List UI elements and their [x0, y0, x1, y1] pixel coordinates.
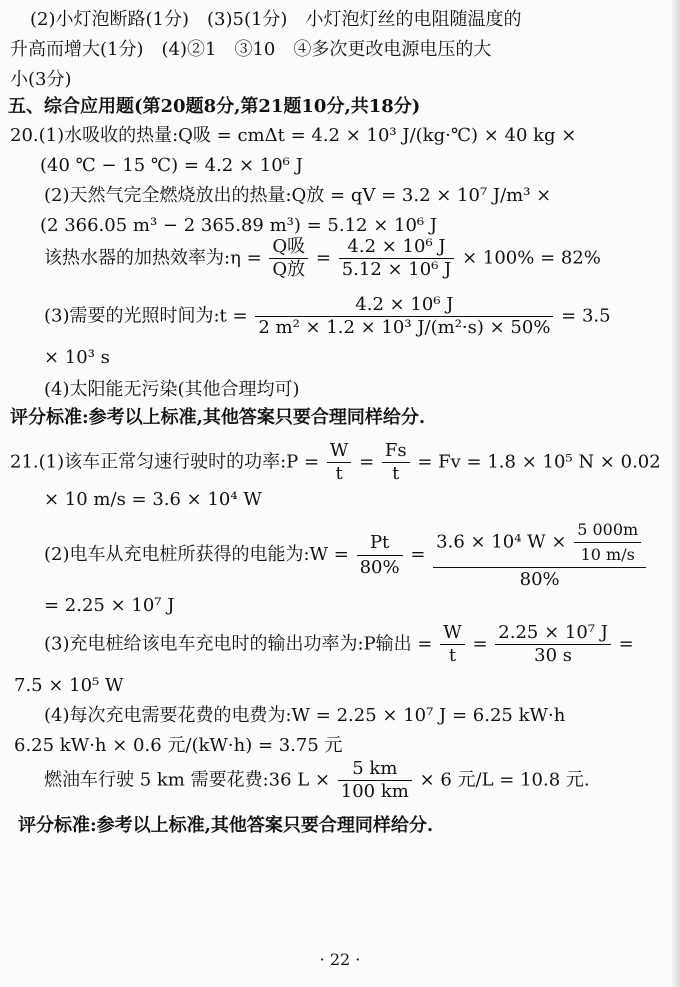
q20-part2-line1: (2)天然气完全燃烧放出的热量:Q放 = qV = 3.2 × 10⁷ J/m³ ×: [44, 185, 552, 206]
page-edge: [672, 0, 680, 987]
q21-part4-result: × 6 元/L = 10.8 元.: [419, 769, 590, 791]
q21-part1-line2: × 10 m/s = 3.6 × 10⁴ W: [44, 489, 262, 510]
q21-part1-result: = Fv = 1.8 × 10⁵ N × 0.02: [417, 451, 661, 473]
q20-part1-line2: (40 ℃ − 15 ℃) = 4.2 × 10⁶ J: [40, 155, 303, 176]
q21-part4-line2: 6.25 kW·h × 0.6 元/(kW·h) = 3.75 元: [14, 735, 343, 756]
fraction: [433, 518, 646, 592]
denominator: 100 km: [338, 780, 412, 803]
page-number: · 22 ·: [319, 950, 361, 969]
section-heading: 五、综合应用题(第20题8分,第21题10分,共18分): [8, 96, 421, 117]
denominator: 5.12 × 10⁶ J: [339, 258, 455, 281]
numerator: [433, 518, 646, 567]
numerator: Q吸: [272, 236, 306, 257]
grading-note-2: 评分标准:参考以上标准,其他答案只要合理同样给分.: [18, 815, 434, 836]
q20-efficiency-result: × 100% = 82%: [462, 247, 601, 269]
denominator: 80%: [357, 555, 403, 580]
q20-part4: (4)太阳能无污染(其他合理均可): [44, 379, 300, 400]
denominator: 80%: [433, 567, 646, 592]
fraction: [269, 236, 308, 281]
numerator: W: [329, 440, 349, 461]
q21-part3-line1: (3)充电桩给该电车充电时的输出功率为:P输出 = $\frac{W}{t}$ = $\frac{\text{2.25 × 10⁷ J}}{30 s}$ =: [44, 622, 634, 666]
denominator: 2 m² × 1.2 × 10³ J/(m²·s) × 50%: [255, 316, 553, 339]
q21-part4-label: 燃油车行驶 5 km 需要花费:36 L ×: [44, 769, 331, 791]
numerator: 2.25 × 10⁷ J: [498, 622, 608, 643]
numerator: 5 000m: [577, 520, 639, 539]
denominator: 10 m/s: [574, 542, 641, 567]
numerator: 4.2 × 10⁶ J: [355, 294, 454, 315]
fraction: [357, 531, 403, 580]
q21-part2-label: (2)电车从充电桩所获得的电能为:W =: [44, 544, 349, 565]
q20-part3-result: = 3.5: [561, 305, 611, 327]
q21-part3-label: (3)充电桩给该电车充电时的输出功率为:P输出 =: [44, 633, 433, 655]
q20-part2-line2: (2 366.05 m³ − 2 365.89 m³) = 5.12 × 10⁶ J: [40, 215, 438, 236]
q21-part4-line3: [44, 758, 590, 803]
answer-line-2: 升高而增大(1分) (4)②1 ③10 ④多次更改电源电压的大: [10, 39, 492, 60]
q20-part1-line1: 20.(1)水吸收的热量:Q吸 = cmΔt = 4.2 × 10³ J/(kg·℃) × 40 kg ×: [10, 125, 577, 146]
answer-line-3: 小(3分): [10, 69, 72, 90]
q20-efficiency-label: 该热水器的加热效率为:η =: [44, 247, 262, 269]
numerator: Pt: [369, 531, 390, 553]
q21-part1-line1: 21.(1)该车正常匀速行驶时的功率:P = $\frac{W}{t}$ = $\frac{Fs}{t}$ = Fv = 1.8 × 10⁵ N × 0.02: [10, 440, 661, 484]
fraction: [495, 622, 611, 667]
fraction: [327, 440, 352, 485]
q20-part3-line1: [44, 294, 611, 339]
grading-note-1: 评分标准:参考以上标准,其他答案只要合理同样给分.: [10, 407, 426, 428]
numerator: Fs: [384, 440, 407, 461]
numerator: W: [443, 622, 462, 643]
denominator: t: [440, 644, 465, 667]
fraction: [255, 294, 553, 339]
q21-part2-line2: = 2.25 × 10⁷ J: [44, 595, 175, 616]
q20-part3-label: (3)需要的光照时间为:t =: [44, 305, 248, 327]
fraction: [382, 440, 410, 485]
q20-part3-line2: × 10³ s: [44, 347, 110, 368]
fraction: [338, 758, 412, 803]
q21-part4-line1: (4)每次充电需要花费的电费为:W = 2.25 × 10⁷ J = 6.25 kW·h: [44, 705, 566, 726]
q21-part3-line2: 7.5 × 10⁵ W: [14, 675, 124, 696]
denominator: Q放: [269, 258, 308, 281]
answer-line-1: (2)小灯泡断路(1分) (3)5(1分) 小灯泡灯丝的电阻随温度的: [30, 9, 522, 30]
denominator: 30 s: [495, 644, 611, 667]
q20-efficiency-line: 该热水器的加热效率为:η = $\frac{\text{Q吸}}{\text{Q放}}$ = $\frac{\text{4.2 × 10⁶ J}}{\text{5.12 × 10⁶ J}}$ × 100% = 82%: [44, 236, 601, 280]
q21-part2-line1: (2)电车从充电桩所获得的电能为:W = $\frac{Pt}{80\%}$ = 3.6 × 10⁴ W × $\frac{5 000m}{10 m/s}$ 80%: [44, 518, 648, 592]
fraction: [574, 518, 641, 567]
q21-part1-label: 21.(1)该车正常匀速行驶时的功率:P =: [10, 451, 320, 473]
denominator: t: [382, 462, 410, 485]
numerator: 4.2 × 10⁶ J: [347, 236, 446, 257]
fraction: [339, 236, 455, 281]
denominator: t: [327, 462, 352, 485]
numerator: 5 km: [352, 758, 398, 779]
fraction: [440, 622, 465, 667]
numerator-prefix: 3.6 × 10⁴ W ×: [436, 531, 567, 553]
